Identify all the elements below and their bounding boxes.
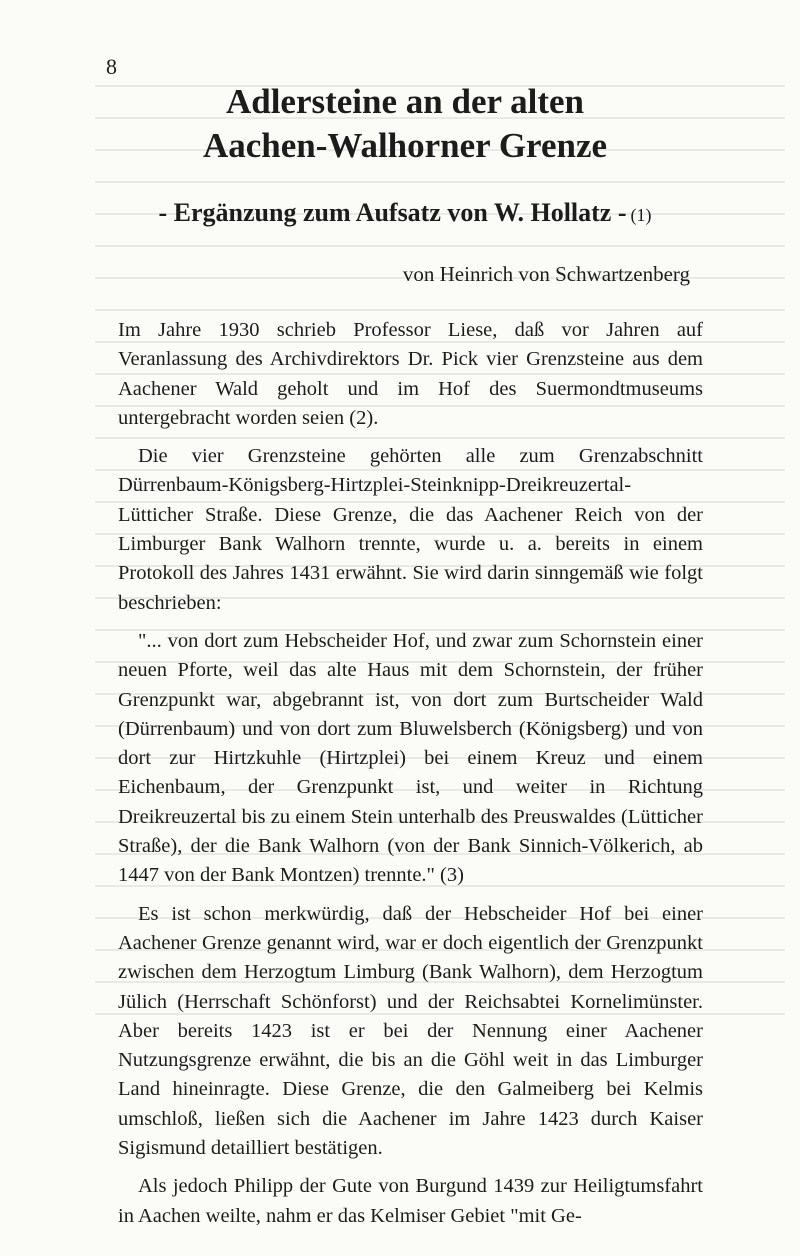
page-title [110,80,700,168]
paragraph: Die vier Grenzsteine gehörten alle zum Grenzabschnitt Dürrenbaum-Königsberg-Hirtzplei-Steinknipp-Dreikreuzertal-Lütticher Straße. Diese Grenze, die das Aachener Reich von der Limburger Bank Walhorn trennte, wurde u. a. bereits in einem Protokoll des Jahres 1431 erwähnt. Sie wird darin sinngemäß wie folgt beschrieben: [118,445,703,614]
quote-paragraph: "... von dort zum Hebscheider Hof, und zwar zum Schornstein einer neuen Pforte, weil das alte Haus mit dem Schornstein, der früher Grenzpunkt war, abgebrannt ist, von dort zum Burtscheider Wald (Dürrenbaum) und von dort zum Bluwelsberch (Königsberg) und von dort zur Hirtzkuhle (Hirtzplei) bei einem Kreuz und einem Eichenbaum, der Grenzpunkt ist, und weiter in Richtung Dreikreuzertal bis zu einem Stein unterhalb des Preuswaldes (Lütticher Straße), der die Bank Walhorn (von der Bank Sinnich-Völkerich, ab 1447 von der Bank Montzen) trennte." (3) [118,629,703,887]
paragraph: Im Jahre 1930 schrieb Professor Liese, daß vor Jahren auf Veranlassung des Archivdirektors Dr. Pick vier Grenzsteine aus dem Aachener Wald geholt und im Hof des Suermondtmuseums untergebracht worden seien (2). [118,319,703,429]
footnote-ref: (1) [630,205,652,225]
article-body [118,316,703,1240]
subtitle [110,197,700,231]
page-number: 8 [106,54,117,79]
paragraph: Als jedoch Philipp der Gute von Burgund 1439 zur Heiligtumsfahrt in Aachen weilte, nahm er das Kelmiser Gebiet "mit Ge- [118,1175,703,1227]
subtitle-text: - Ergänzung zum Aufsatz von W. Hollatz - [158,198,627,227]
title-line-1: Adlersteine an der alten [225,82,585,121]
title-line-2: Aachen-Walhorner Grenze [202,126,608,165]
paragraph: Es ist schon merkwürdig, daß der Hebscheider Hof bei einer Aachener Grenze genannt wird, war er doch eigentlich der Grenzpunkt zwischen dem Herzogtum Limburg (Bank Walhorn), dem Herzogtum Jülich (Herrschaft Schönforst) und der Reichsabtei Kornelimünster. Aber bereits 1423 ist er bei der Nennung einer Aachener Nutzungsgrenze erwähnt, die bis an die Göhl weit in das Limburger Land hineinragte. Diese Grenze, die den Galmeiberg bei Kelmis umschloß, ließen sich die Aachener im Jahre 1423 durch Kaiser Sigismund detailliert bestätigen. [118,902,703,1160]
author-line: von Heinrich von Schwartzenberg [402,262,690,286]
